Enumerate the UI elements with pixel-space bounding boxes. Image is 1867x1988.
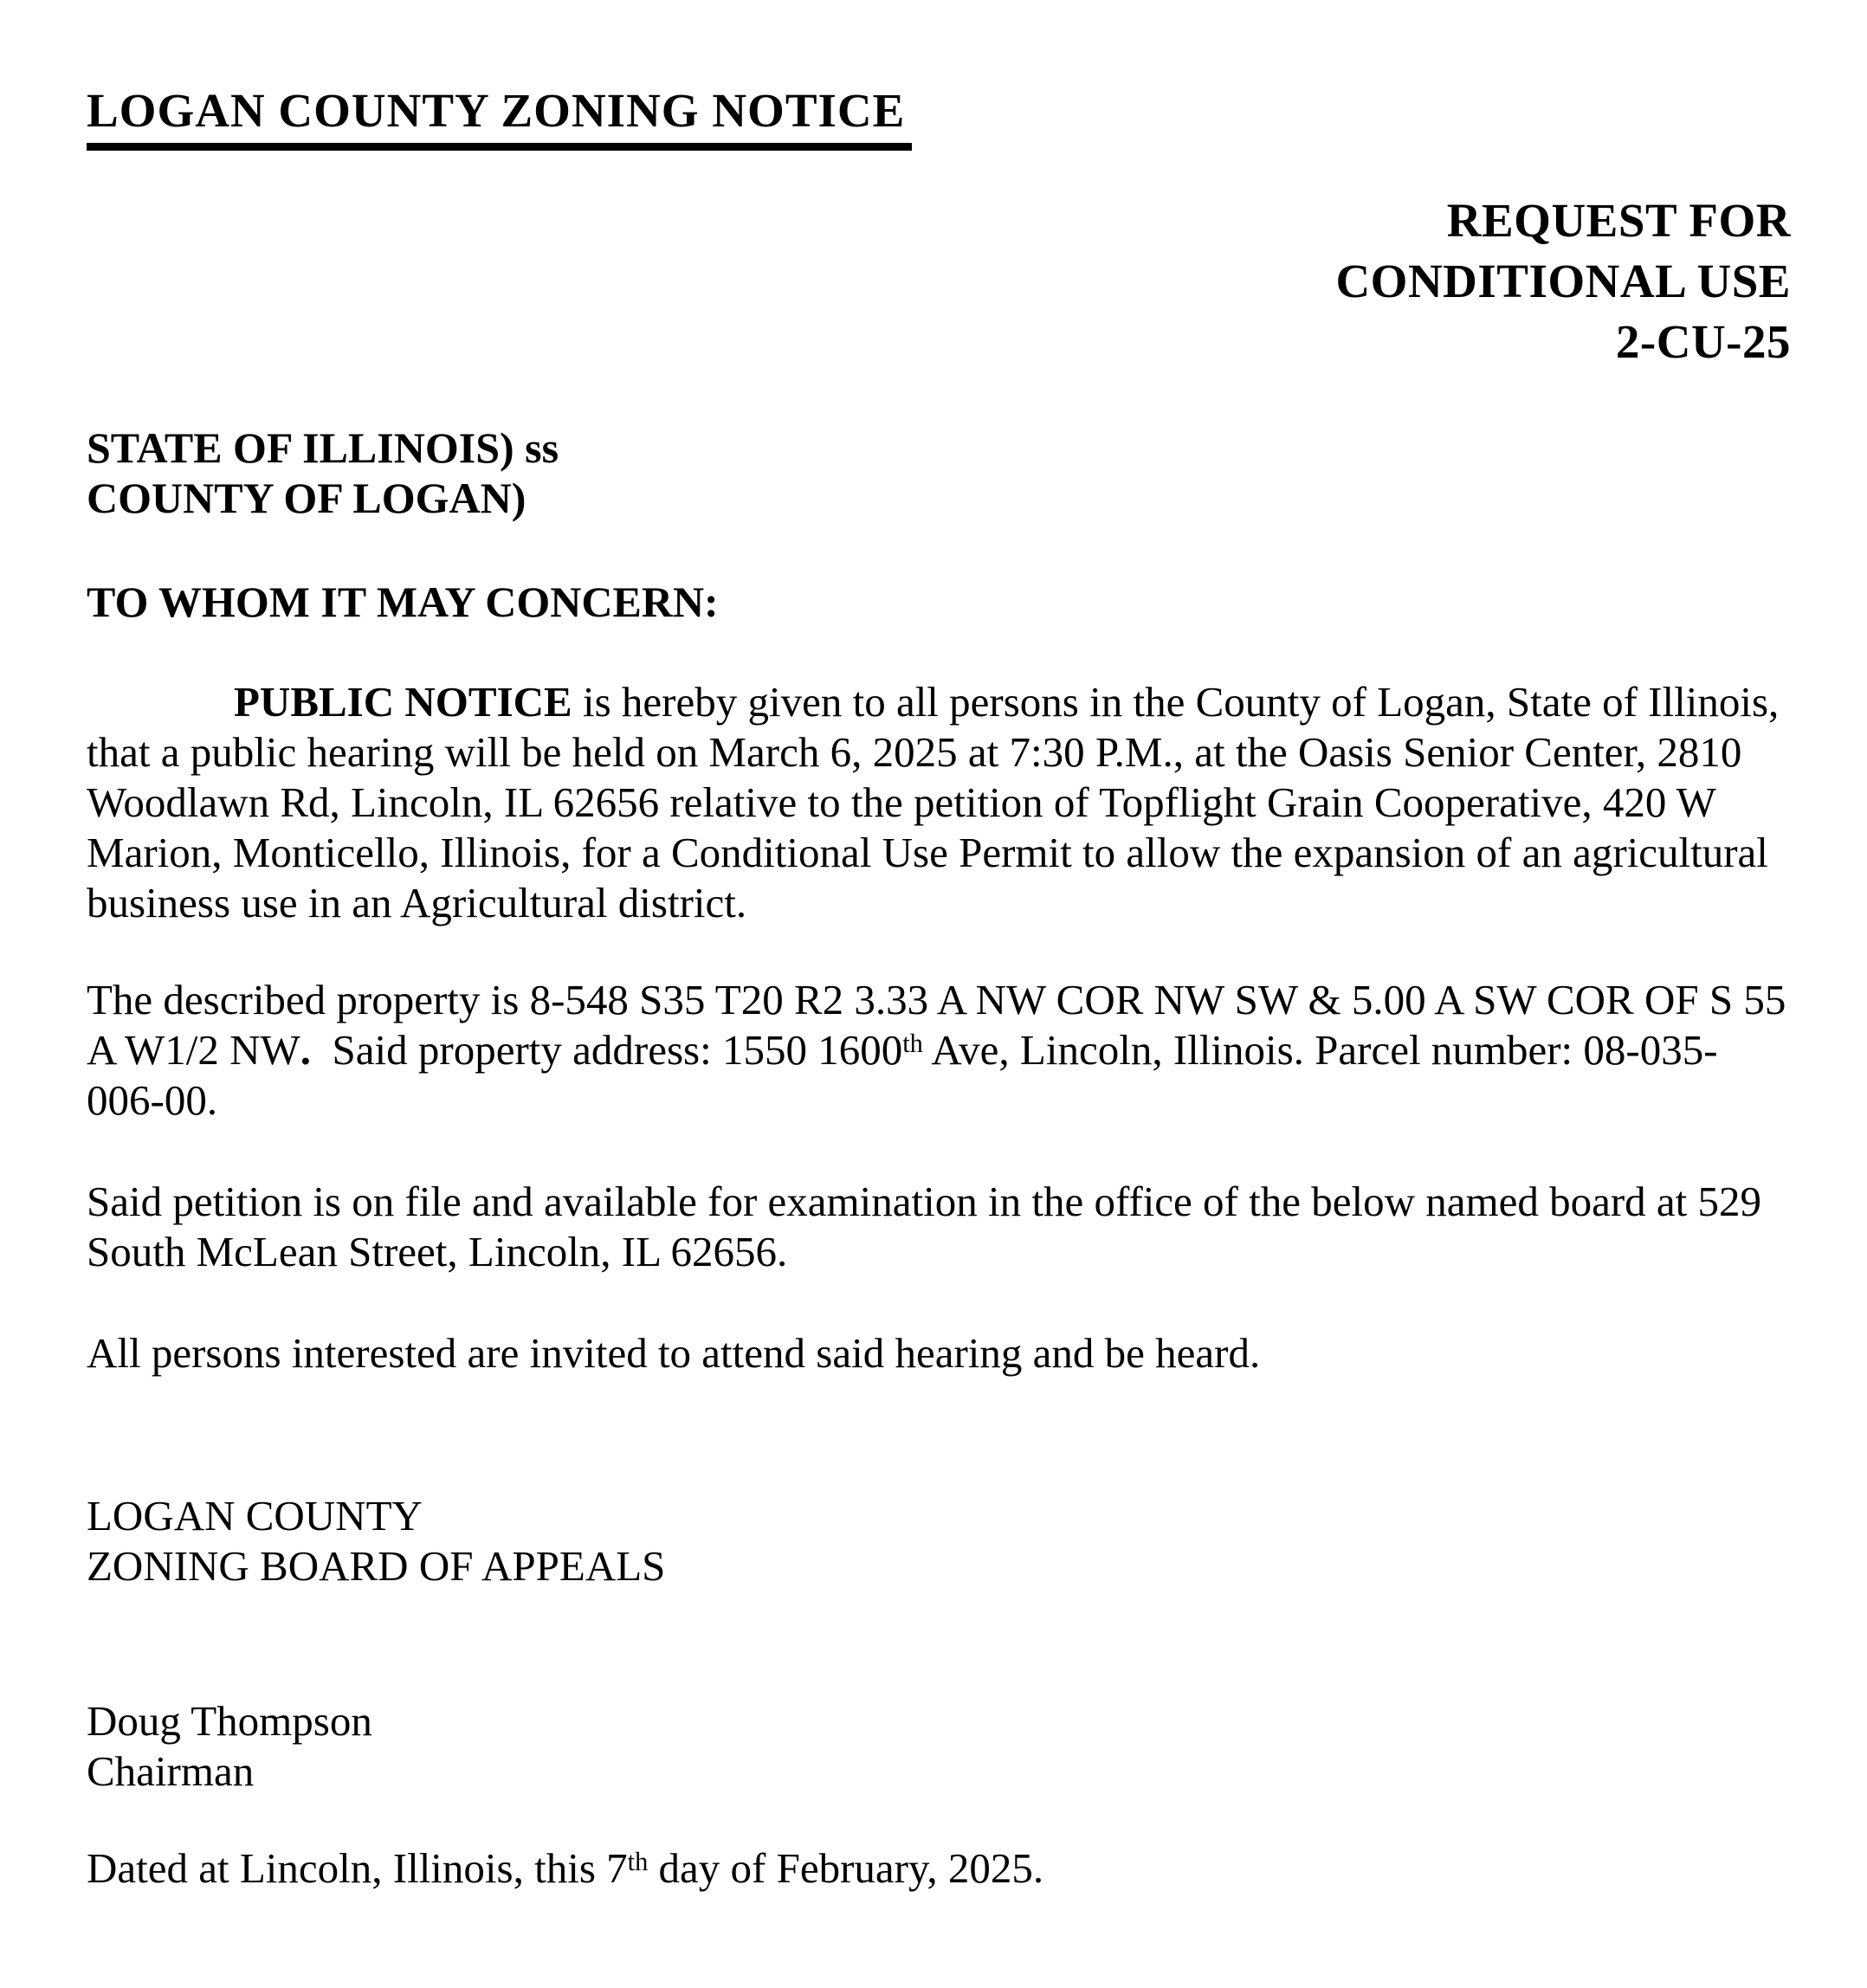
signer-role: Chairman xyxy=(87,1747,255,1795)
signer-name: Doug Thompson xyxy=(87,1697,372,1745)
board-line-2: ZONING BOARD OF APPEALS xyxy=(87,1542,666,1590)
board-block xyxy=(87,1491,1791,1591)
petition-on-file-paragraph: Said petition is on file and available for examination in the office of the below named board at 529 South McLean Street, Lincoln, IL 62656. xyxy=(87,1178,1762,1275)
state-line: STATE OF ILLINOIS) ss xyxy=(87,423,559,472)
dated-line: Dated at Lincoln, Illinois, this 7th day of February, 2025. xyxy=(87,1844,1044,1892)
case-number: 2-CU-25 xyxy=(1615,315,1791,368)
state-county-block xyxy=(87,423,1791,523)
request-header-line-2: CONDITIONAL USE xyxy=(1335,255,1791,307)
county-line: COUNTY OF LOGAN) xyxy=(87,474,527,522)
property-description-paragraph: The described property is 8-548 S35 T20 R2 3.33 A NW COR NW SW & 5.00 A SW COR OF S 55 A W1/2 NW. Said property address: 1550 1600th Ave, Lincoln, Illinois. Parcel number: 08-035-006-00. xyxy=(87,976,1786,1124)
document-title-row xyxy=(87,84,1791,151)
request-header xyxy=(87,190,1791,372)
signature-block xyxy=(87,1696,1791,1797)
board-line-1: LOGAN COUNTY xyxy=(87,1492,423,1539)
request-header-line-1: REQUEST FOR xyxy=(1446,194,1791,247)
document-title: LOGAN COUNTY ZONING NOTICE xyxy=(87,87,912,151)
salutation: TO WHOM IT MAY CONCERN: xyxy=(87,578,719,626)
invitation-paragraph: All persons interested are invited to attend said hearing and be heard. xyxy=(87,1329,1261,1377)
public-notice-paragraph: PUBLIC NOTICE is hereby given to all persons in the County of Logan, State of Illinois, that a public hearing will be held on March 6, 2025 at 7:30 P.M., at the Oasis Senior Center, 2810 Woodlawn Rd, Lincoln, IL 62656 relative to the petition of Topflight Grain Cooperative, 420 W Marion, Monticello, Illinois, for a Conditional Use Permit to allow the expansion of an agricultural business use in an Agricultural district. xyxy=(87,678,1780,926)
